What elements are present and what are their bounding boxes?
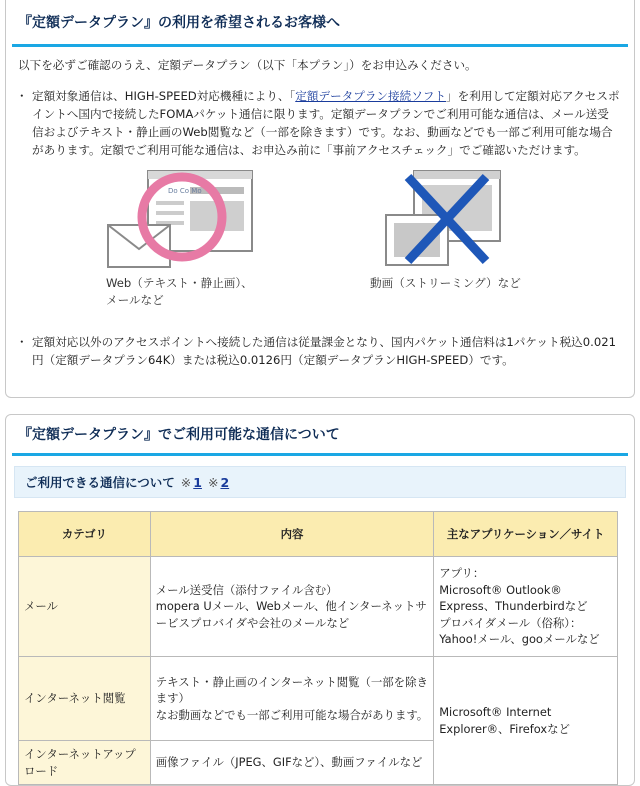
figure-caption-video: 動画（ストリーミング）など bbox=[370, 276, 521, 290]
bullet-text-pre: 定額対象通信は、HIGH-SPEED対応機種により、「 bbox=[32, 89, 296, 103]
header-apps: 主なアプリケーション／サイト bbox=[434, 512, 618, 557]
note-link-2[interactable]: 2 bbox=[220, 474, 230, 490]
bullet-text-post: 」を利用して定額対応アクセスポイントへ国内で接続したFOMAパケット通信に限ります。定額データプランでご利用可能な通信は、メール送受信およびテキスト・静止画のWeb閲覧など（一部を除きます）です。なお、動画などでも一部ご利用可能な場合があります。定額でご利用可能な通信は、お申込み前に「事前アクセスチェック」でご確認いただけます。 bbox=[32, 89, 620, 157]
video-streaming-illustration bbox=[384, 167, 504, 277]
available-services-panel bbox=[5, 414, 635, 786]
web-mail-illustration bbox=[106, 167, 256, 277]
caption-line-2: メールなど bbox=[106, 293, 164, 307]
usage-figures bbox=[6, 167, 634, 327]
header-content: 内容 bbox=[150, 512, 433, 557]
intro-text: 以下を必ずご確認のうえ、定額データプラン（以下「本プラン」）をお申込みください。 bbox=[18, 58, 477, 72]
note-link-1[interactable]: 1 bbox=[193, 474, 202, 490]
subhead-text: ご利用できる通信について bbox=[25, 475, 175, 490]
row-content: 画像ファイル（JPEG、GIFなど）、動画ファイルなど bbox=[150, 741, 433, 785]
header-category: カテゴリ bbox=[19, 512, 151, 557]
row-category: インターネットアップロード bbox=[19, 741, 151, 785]
docomo-logo-text: Do Co Mo bbox=[168, 187, 202, 195]
table-row bbox=[19, 657, 618, 741]
row-category: メール bbox=[19, 557, 151, 657]
bullet-metered-charge: ・ 定額対応以外のアクセスポイントへ接続した通信は従量課金となり、国内パケット通信料は1パケット税込0.021円（定額データプラン64K）または税込0.0126円（定額データプランHIGH-SPEED）です。 bbox=[32, 333, 620, 369]
plan-notice-panel bbox=[5, 0, 635, 398]
row-content: メール送受信（添付ファイル含む） mopera Uメール、Webメール、他インターネットサービスプロバイダや会社のメールなど bbox=[150, 557, 433, 657]
table-row bbox=[19, 557, 618, 657]
caption-line-1: Web（テキスト・静止画）、 bbox=[106, 276, 253, 290]
available-services-subhead bbox=[14, 466, 626, 498]
section-title: 『定額データプラン』の利用を希望されるお客様へ bbox=[12, 0, 628, 47]
row-apps: アプリ： Microsoft® Outlook® Express、Thunderbirdなど プロバイダメール（俗称）： Yahoo!メール、gooメールなど bbox=[434, 557, 618, 657]
note-mark-2: ※ bbox=[207, 474, 219, 490]
figure-caption-web bbox=[106, 275, 253, 309]
connection-software-link[interactable]: 定額データプラン接続ソフト bbox=[295, 89, 446, 103]
bullet-connection-scope bbox=[32, 87, 620, 159]
row-content: テキスト・静止画のインターネット閲覧（一部を除きます） なお動画などでも一部ご利用可能な場合があります。 bbox=[150, 657, 433, 741]
table-header-row bbox=[19, 512, 618, 557]
services-table bbox=[18, 511, 618, 785]
row-apps: Microsoft® Internet Explorer®、Firefoxなど bbox=[434, 657, 618, 785]
note-mark-1: ※ bbox=[180, 474, 192, 490]
section-title: 『定額データプラン』でご利用可能な通信について bbox=[12, 415, 628, 456]
row-category: インターネット閲覧 bbox=[19, 657, 151, 741]
